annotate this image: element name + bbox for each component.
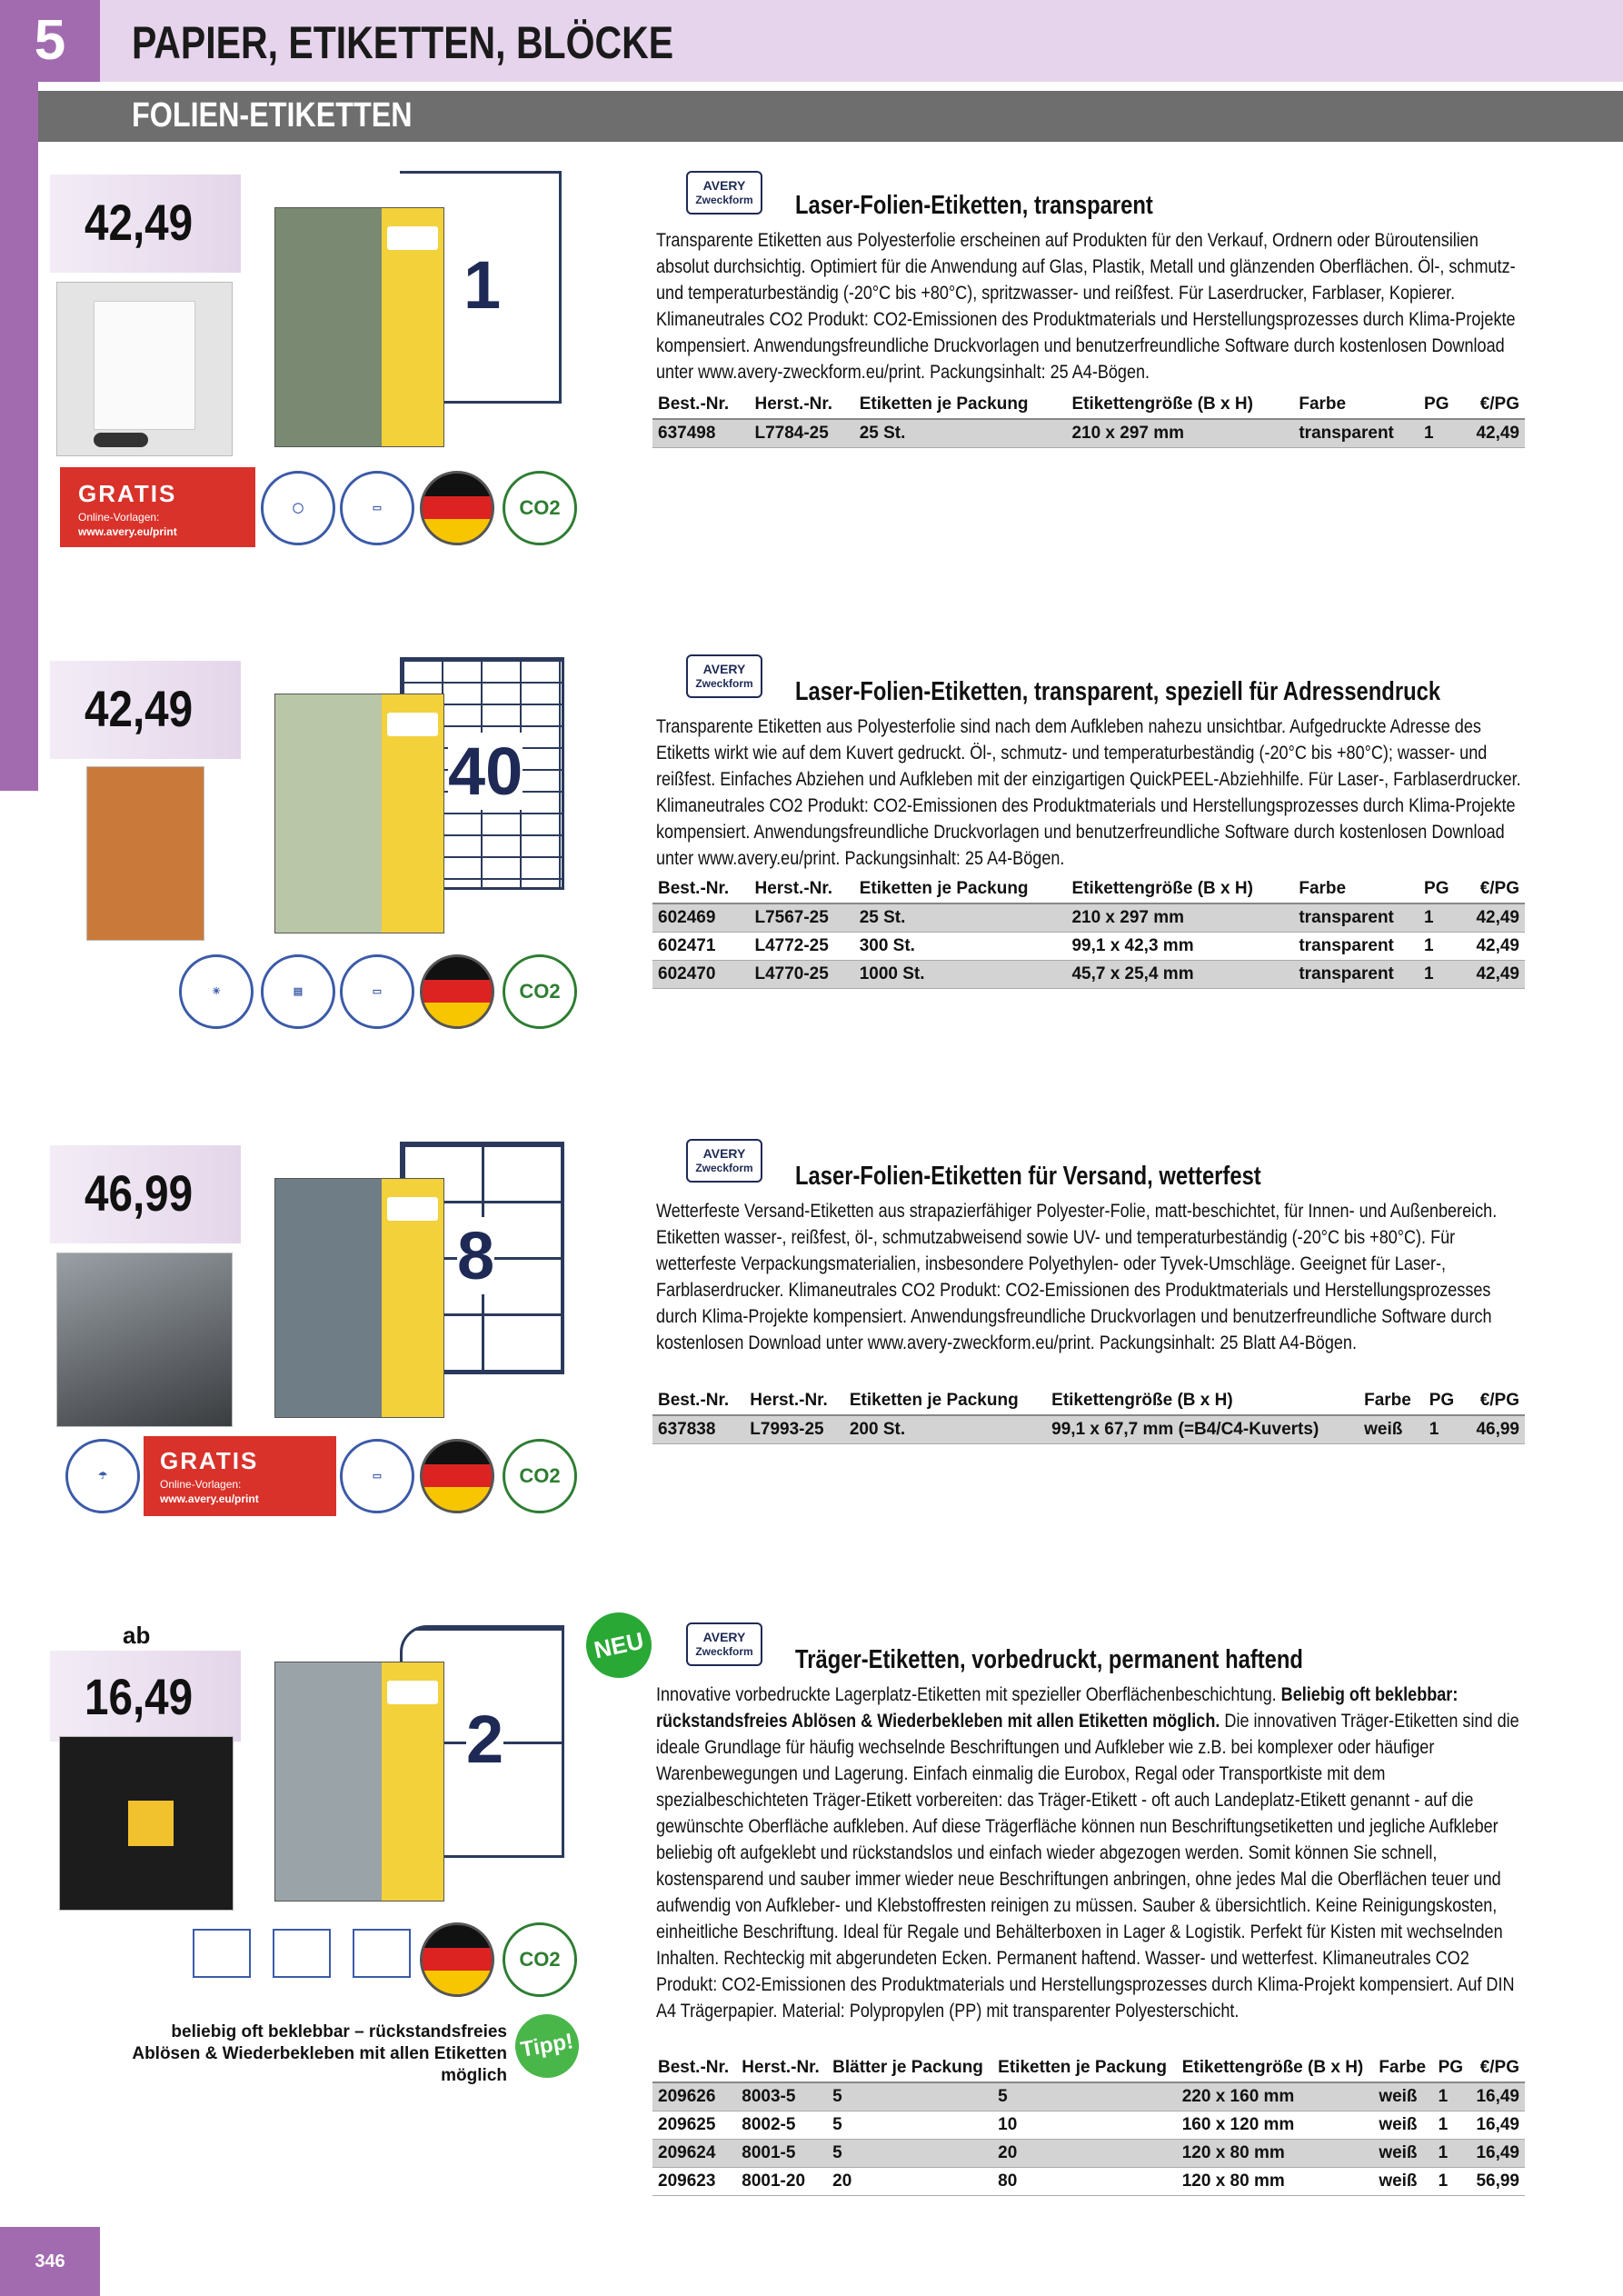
col-header: Blätter je Packung [827, 2054, 992, 2082]
price: 16,49 [85, 1668, 194, 1725]
sheet-label-count: 40 [448, 734, 523, 809]
color: weiß [1373, 2111, 1432, 2140]
manufacturer-number: L4770-25 [749, 961, 853, 989]
order-number[interactable]: 209623 [652, 2168, 736, 2196]
col-header: Best.-Nr. [652, 875, 749, 903]
page-title: PAPIER, ETIKETTEN, BLÖCKE [132, 17, 674, 68]
product-title: Laser-Folien-Etiketten für Versand, wetterfest [795, 1162, 1261, 1191]
package-image [274, 1178, 444, 1418]
price: 42,49 [85, 680, 194, 737]
made-in-germany-icon [420, 471, 494, 545]
manufacturer-number: 8002-5 [736, 2111, 827, 2140]
pack-unit: 1 [1433, 2111, 1469, 2140]
brand-subname: Zweckform [695, 1162, 753, 1174]
package-image [274, 694, 444, 933]
template-software-icon: ▭ [340, 1439, 414, 1513]
relabel-icon [353, 1929, 411, 1978]
color: weiß [1373, 2082, 1432, 2111]
order-number[interactable]: 602469 [652, 903, 749, 933]
label-size: 99,1 x 67,7 mm (=B4/C4-Kuverts) [1046, 1415, 1359, 1444]
order-number[interactable]: 637498 [652, 419, 749, 448]
order-number[interactable]: 637838 [652, 1415, 744, 1444]
description-highlight: Beliebig oft beklebbar: rückstandsfreies Ablösen & Wiederbekleben mit allen Etiketten möglich. [656, 1684, 1459, 1732]
price: 46,99 [85, 1164, 194, 1222]
water-resistant-icon: ◯ [261, 471, 335, 545]
heat-resistant-icon: ▤ [261, 954, 335, 1029]
weatherproof-icon: ☂ [65, 1439, 140, 1513]
co2-neutral-icon: CO2 [503, 471, 577, 545]
col-header: Etiketten je Packung [844, 1387, 1046, 1415]
col-header: €/PG [1461, 875, 1525, 903]
col-header: Farbe [1359, 1387, 1424, 1415]
product-block-4 [0, 1618, 1623, 2200]
made-in-germany-icon [420, 954, 494, 1029]
brand-subname: Zweckform [695, 677, 753, 690]
avery-zweckform-logo [686, 654, 762, 698]
col-header: Etiketten je Packung [854, 875, 1067, 903]
manufacturer-number: L4772-25 [749, 933, 853, 961]
gratis-label: GRATIS [78, 480, 177, 507]
table-row [652, 2082, 1525, 2111]
labels-per-pack: 10 [992, 2111, 1177, 2140]
col-header: Herst.-Nr. [736, 2054, 827, 2082]
table-row [652, 2111, 1525, 2140]
color: weiß [1373, 2168, 1432, 2196]
gratis-label: GRATIS [160, 1447, 259, 1474]
col-header: Etiketten je Packung [854, 391, 1067, 419]
col-header: €/PG [1469, 2054, 1525, 2082]
product-block-1 [0, 164, 1623, 554]
brand-subname: Zweckform [695, 194, 753, 206]
template-software-icon: ▭ [340, 471, 414, 545]
price-per-unit: 42,49 [1461, 933, 1525, 961]
col-header: Etikettengröße (B x H) [1177, 2054, 1374, 2082]
product-block-2 [0, 650, 1623, 1041]
product-photo [56, 282, 233, 456]
spec-table [652, 875, 1525, 989]
col-header: Farbe [1293, 391, 1419, 419]
product-description: Wetterfeste Versand-Etiketten aus strapazierfähiger Polyester-Folie, matt-beschichtet, für Innen- und Außenbereich. Etiketten wasser-, reißfest, öl-, schmutzabweisend sowie UV- und temperaturbeständig (-20°C bis +80°C). Für wetterfeste Verpackungsmaterialien, insbesondere Polyethylen- oder Tyvek-Umschläge. Geeignet für Laser-, Farblaserdrucker. Klimaneutrales CO2 Produkt: CO2-Emissionen des Produktmaterials und Herstellungsprozesses durch Klima-Projekte kompensiert. Anwendungsfreundliche Druckvorlagen und benutzerfreundliche Software durch kostenlosen Download unter www.avery-zweckform.eu/print. Packungsinhalt: 25 Blatt A4-Bögen. [656, 1201, 1498, 1353]
color: transparent [1293, 903, 1419, 933]
price-per-unit: 42,49 [1461, 419, 1525, 448]
pack-unit: 1 [1433, 2140, 1469, 2168]
sheets-per-pack: 20 [827, 2168, 992, 2196]
pack-unit: 1 [1433, 2168, 1469, 2196]
gratis-banner[interactable] [144, 1436, 336, 1516]
tip-text: beliebig oft beklebbar – rückstandsfreies Ablösen & Wiederbekleben mit allen Etiketten möglich [132, 2022, 507, 2085]
table-row [652, 1415, 1525, 1444]
spec-table [652, 391, 1525, 448]
product-photo [56, 1253, 233, 1427]
order-number[interactable]: 602470 [652, 961, 749, 989]
labels-per-pack: 25 St. [854, 419, 1067, 448]
tip-badge: Tipp! [510, 2009, 583, 2082]
package-image [274, 207, 444, 447]
col-header: Herst.-Nr. [749, 391, 853, 419]
section-title: FOLIEN-ETIKETTEN [132, 96, 413, 135]
brand-name: AVERY [702, 178, 746, 193]
carrier-label-icon [193, 1929, 251, 1978]
pack-unit: 1 [1419, 933, 1461, 961]
labels-per-pack: 200 St. [844, 1415, 1046, 1444]
gratis-url: www.avery.eu/print [160, 1492, 259, 1505]
col-header: Best.-Nr. [652, 1387, 744, 1415]
pack-unit: 1 [1424, 1415, 1464, 1444]
price-box [50, 1651, 241, 1742]
product-title: Laser-Folien-Etiketten, transparent, speziell für Adressendruck [795, 677, 1441, 706]
chapter-number: 5 [0, 0, 100, 82]
co2-neutral-icon: CO2 [503, 954, 577, 1029]
gratis-subtitle: Online-Vorlagen: [160, 1478, 242, 1491]
product-description [656, 1682, 1531, 2024]
col-header: Best.-Nr. [652, 391, 749, 419]
package-image [274, 1662, 444, 1902]
co2-neutral-icon: CO2 [503, 1439, 577, 1513]
table-row [652, 961, 1525, 989]
price-prefix: ab [123, 1622, 151, 1649]
new-badge: NEU [580, 1606, 657, 1683]
table-row [652, 2168, 1525, 2196]
brand-name: AVERY [702, 1630, 746, 1644]
product-title: Laser-Folien-Etiketten, transparent [795, 191, 1153, 220]
labels-per-pack: 20 [992, 2140, 1177, 2168]
col-header: Herst.-Nr. [749, 875, 853, 903]
label-size: 120 x 80 mm [1177, 2168, 1374, 2196]
table-row [652, 903, 1525, 933]
col-header: €/PG [1461, 391, 1525, 419]
label-size: 210 x 297 mm [1066, 419, 1293, 448]
co2-neutral-icon: CO2 [503, 1922, 577, 1997]
sheet-label-count: 8 [457, 1218, 495, 1293]
brand-subname: Zweckform [695, 1645, 753, 1658]
col-header: PG [1419, 875, 1461, 903]
label-size: 210 x 297 mm [1066, 903, 1293, 933]
table-row [652, 419, 1525, 448]
apply-label-icon [273, 1929, 331, 1978]
col-header: €/PG [1464, 1387, 1525, 1415]
label-size: 99,1 x 42,3 mm [1066, 933, 1293, 961]
spec-table [652, 2054, 1525, 2196]
sheets-per-pack: 5 [827, 2082, 992, 2111]
manufacturer-number: L7784-25 [749, 419, 853, 448]
manufacturer-number: L7993-25 [744, 1415, 844, 1444]
sheet-label-count: 1 [463, 247, 502, 323]
gratis-url: www.avery.eu/print [78, 525, 177, 538]
weatherproof-icon: ☀ [179, 954, 254, 1029]
col-header: Herst.-Nr. [744, 1387, 844, 1415]
color: weiß [1359, 1415, 1424, 1444]
brand-name: AVERY [702, 1146, 746, 1161]
col-header: PG [1419, 391, 1461, 419]
label-size: 45,7 x 25,4 mm [1066, 961, 1293, 989]
labels-per-pack: 300 St. [854, 933, 1067, 961]
price-per-unit: 42,49 [1461, 961, 1525, 989]
label-size: 220 x 160 mm [1177, 2082, 1374, 2111]
made-in-germany-icon [420, 1922, 494, 1997]
manufacturer-number: L7567-25 [749, 903, 853, 933]
col-header: Etikettengröße (B x H) [1066, 391, 1293, 419]
product-block-3 [0, 1134, 1623, 1525]
pack-unit: 1 [1419, 961, 1461, 989]
description-intro: Innovative vorbedruckte Lagerplatz-Etiketten mit spezieller Oberflächenbeschichtung. [656, 1684, 1281, 1705]
pack-unit: 1 [1419, 419, 1461, 448]
made-in-germany-icon [420, 1439, 494, 1513]
color: weiß [1373, 2140, 1432, 2168]
manufacturer-number: 8001-20 [736, 2168, 827, 2196]
col-header: Best.-Nr. [652, 2054, 736, 2082]
price-per-unit: 16,49 [1469, 2111, 1525, 2140]
avery-zweckform-logo [686, 1622, 762, 1666]
color: transparent [1293, 933, 1419, 961]
order-number[interactable]: 602471 [652, 933, 749, 961]
brand-name: AVERY [702, 662, 746, 676]
sheet-label-count: 2 [466, 1702, 504, 1777]
manufacturer-number: 8001-5 [736, 2140, 827, 2168]
labels-per-pack: 25 St. [854, 903, 1067, 933]
col-header: Farbe [1373, 2054, 1432, 2082]
color: transparent [1293, 419, 1419, 448]
page-number: 346 [0, 2227, 100, 2296]
order-number[interactable]: 209626 [652, 2082, 736, 2111]
price-per-unit: 16,49 [1469, 2140, 1525, 2168]
product-description: Transparente Etiketten aus Polyesterfolie sind nach dem Aufkleben nahezu unsichtbar. Aufgedruckte Adresse des Etiketts wirkt wie auf dem Kuvert gedruckt. Öl-, schmutz- und temperaturbeständig (-20°C bis +80°C); wasser- und reißfest. Einfaches Abziehen und Aufkleben mit der einzigartigen QuickPEEL-Abziehhilfe. Für Laser-, Farblaserdrucker. Klimaneutrales CO2 Produkt: CO2-Emissionen des Produktmaterials und Herstellungsprozesses durch Klima-Projekte kompensiert. Anwendungsfreundliche Druckvorlagen und benutzerfreundliche Software durch kostenlosen Download unter www.avery.eu/print. Packungsinhalt: 25 A4-Bögen. [656, 716, 1521, 869]
manufacturer-number: 8003-5 [736, 2082, 827, 2111]
template-software-icon: ▭ [340, 954, 414, 1029]
labels-per-pack: 1000 St. [854, 961, 1067, 989]
avery-zweckform-logo [686, 171, 762, 215]
color: transparent [1293, 961, 1419, 989]
sheets-per-pack: 5 [827, 2140, 992, 2168]
description-body: Die innovativen Träger-Etiketten sind die ideale Grundlage für häufig wechselnde Beschriftungen und Aufkleber wie z.B. bei komplexer oder häufiger Warenbewegungen und Lagerung. Einfach einmalig die Eurobox, Regal oder Transportkiste mit dem spezialbeschichteten Träger-Etikett vorbereiten: das Träger-Etikett - oft auch Landeplatz-Etikett genannt - auf die gewünschte Oberfläche aufkleben. Auf diese Trägerfläche können nun Beschriftungsetiketten und jegliche Aufkleber beliebig oft aufgeklebt und rückstandslos und einfach wieder abgezogen werden. Somit können Sie schnell, kostensparend und sauber immer wieder neue Beschriftungen anbringen, ohne jedes Mal die Oberflächen teuer und aufwendig von Aufkleber- und Klebstoffresten reinigen zu müssen. Sauber & übersichtlich. Keine Reinigungskosten, einheitliche Beschriftung. Ideal für Regale und Behälterboxen in Lager & Logistik. Perfekt für Kisten mit wechselnden Inhalten. Rechteckig mit abgerundeten Ecken. Permanent haftend. Wasser- und wetterfest. Klimaneutrales CO2 Produkt: CO2-Emissionen des Produktmaterials und Herstellungsprozesses durch Klima-Projekt kompensiert. Auf DIN A4 Trägerpapier. Material: Polypropylen (PP) mit transparenter Polyesterschicht. [656, 1711, 1519, 2021]
labels-per-pack: 5 [992, 2082, 1177, 2111]
label-size: 160 x 120 mm [1177, 2111, 1374, 2140]
price-per-unit: 42,49 [1461, 903, 1525, 933]
pack-unit: 1 [1419, 903, 1461, 933]
price-per-unit: 16,49 [1469, 2082, 1525, 2111]
product-description: Transparente Etiketten aus Polyesterfolie erscheinen auf Produkten für den Verkauf, Ordnern oder Büroutensilien absolut durchsichtig. Optimiert für die Anwendung auf Glas, Plastik, Metall und glänzenden Oberflächen. Öl-, schmutz- und temperaturbeständig (-20°C bis +80°C), spritzwasser- und reißfest. Für Laserdrucker, Farblaser, Kopierer. Klimaneutrales CO2 Produkt: CO2-Emissionen des Produktmaterials und Herstellungsprozesses durch Klima-Projekte kompensiert. Anwendungsfreundliche Druckvorlagen und benutzerfreundliche Software durch kostenlosen Download unter www.avery-zweckform.eu/print. Packungsinhalt: 25 A4-Bögen. [656, 230, 1516, 383]
price-box [50, 661, 241, 759]
sheets-per-pack: 5 [827, 2111, 992, 2140]
price-per-unit: 56,99 [1469, 2168, 1525, 2196]
col-header: Farbe [1293, 875, 1419, 903]
product-title: Träger-Etiketten, vorbedruckt, permanent haftend [795, 1645, 1303, 1674]
label-size: 120 x 80 mm [1177, 2140, 1374, 2168]
labels-per-pack: 80 [992, 2168, 1177, 2196]
order-number[interactable]: 209624 [652, 2140, 736, 2168]
price-per-unit: 46,99 [1464, 1415, 1525, 1444]
col-header: PG [1433, 2054, 1469, 2082]
table-row [652, 933, 1525, 961]
product-photo [86, 766, 204, 941]
col-header: Etikettengröße (B x H) [1066, 875, 1293, 903]
pack-unit: 1 [1433, 2082, 1469, 2111]
col-header: Etiketten je Packung [992, 2054, 1177, 2082]
price-box [50, 1145, 241, 1243]
gratis-banner[interactable] [60, 467, 255, 547]
gratis-subtitle: Online-Vorlagen: [78, 511, 160, 524]
avery-zweckform-logo [686, 1139, 762, 1183]
order-number[interactable]: 209625 [652, 2111, 736, 2140]
price-box [50, 175, 241, 273]
table-row [652, 2140, 1525, 2168]
spec-table [652, 1387, 1525, 1444]
col-header: Etikettengröße (B x H) [1046, 1387, 1359, 1415]
price: 42,49 [85, 194, 194, 251]
product-photo [59, 1736, 234, 1911]
col-header: PG [1424, 1387, 1464, 1415]
